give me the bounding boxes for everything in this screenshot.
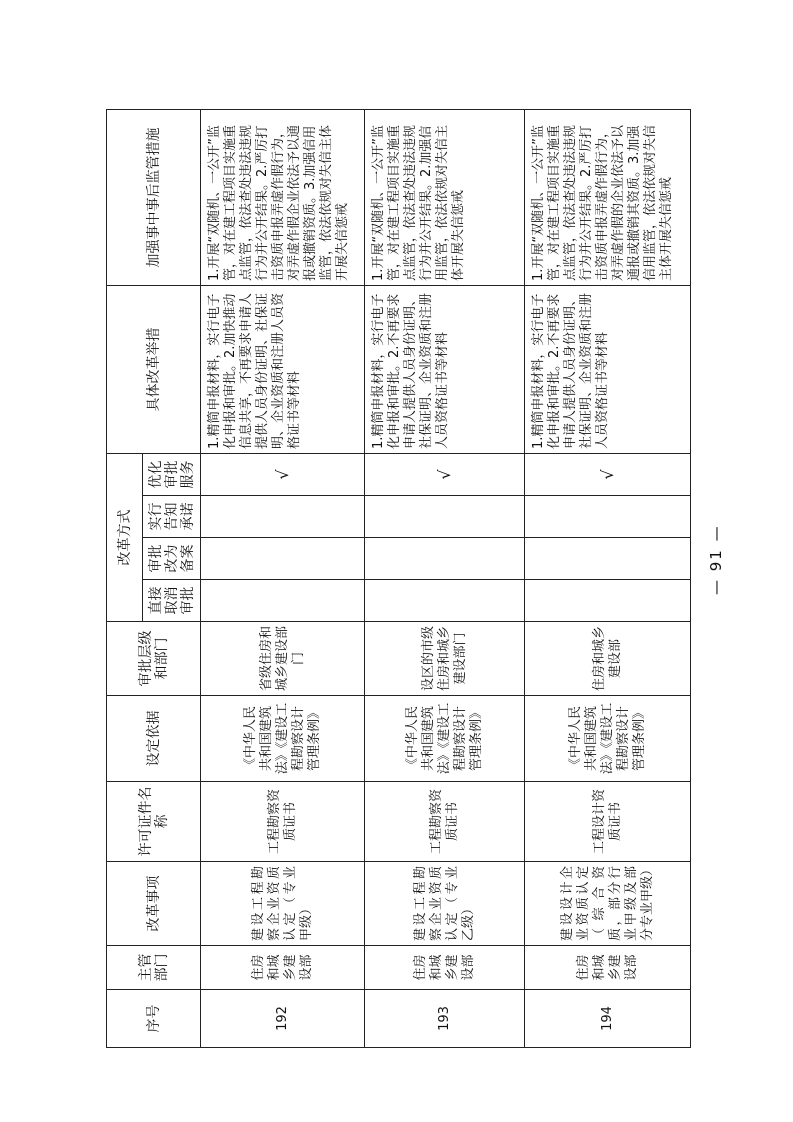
cell-mode-notify [201,496,365,538]
cell-license: 工程设计资质证书 [525,782,691,862]
cell-mode-cancel [525,580,691,622]
cell-seq: 193 [365,990,525,1048]
cell-item: 建设设计企业资质认定（综合资质，部分行业甲级及部分专业甲级） [525,862,691,946]
header-supervision: 加强事中事后监管措施 [107,110,201,286]
cell-measures: 1.精简申报材料，实行电子化申报和审批。2.不再要求申请人提供人员身份证明、社保证明、企业资质和注册人员资格证书等材料 [365,286,525,454]
cell-seq: 192 [201,990,365,1048]
cell-level: 设区的市级住房和城乡建设部门 [365,622,525,696]
check-mark: √ [201,454,365,496]
cell-dept: 住房和城乡建设部 [365,946,525,990]
header-reform-mode: 改革方式 [107,454,143,622]
header-measures: 具体改革举措 [107,286,201,454]
cell-mode-filing [525,538,691,580]
cell-measures: 1.精简申报材料，实行电子化申报和审批。2.加快推动信息共享，不再要求申请人提供人员身份证明、社保证明、企业资质和注册人员资格证书等材料 [201,286,365,454]
cell-mode-cancel [365,580,525,622]
cell-dept: 住房和城乡建设部 [201,946,365,990]
cell-measures: 1.精简申报材料，实行电子化申报和审批。2.不再要求申请人提供人员身份证明、社保证明、企业资质和注册人员资格证书等材料 [525,286,691,454]
header-basis: 设定依据 [107,696,201,782]
cell-mode-filing [365,538,525,580]
cell-item: 建设工程勘察企业资质认定（专业甲级） [201,862,365,946]
page-number: — 91 — [707,524,725,596]
cell-mode-cancel [201,580,365,622]
cell-level: 住房和城乡建设部 [525,622,691,696]
header-license: 许可证件名称 [107,782,201,862]
header-row-1 [107,110,143,1048]
cell-license: 工程勘察资质证书 [365,782,525,862]
reform-table [106,109,691,1048]
cell-supervision: 1.开展“双随机、一公开”监管，对在建工程项目实施重点监管，依法查处违法违规行为并公开结果。2.严厉打击资质申报弄虚作假行为，对弄虚作假的企业依法予以通报或撤销其资质。3.加强信用监管，依法依规对失信主体开展失信惩戒 [525,110,691,286]
check-mark: √ [365,454,525,496]
cell-seq: 194 [525,990,691,1048]
header-mode-filing: 审批改为备案 [143,538,201,580]
cell-mode-notify [525,496,691,538]
check-mark: √ [525,454,691,496]
cell-license: 工程勘察资质证书 [201,782,365,862]
cell-dept: 住房和城乡建设部 [525,946,691,990]
cell-basis: 《中华人民共和国建筑法》《建设工程勘察设计管理条例》 [365,696,525,782]
header-level: 审批层级和部门 [107,622,201,696]
cell-basis: 《中华人民共和国建筑法》《建设工程勘察设计管理条例》 [201,696,365,782]
rotated-table-page [106,110,690,1048]
cell-basis: 《中华人民共和国建筑法》《建设工程勘察设计管理条例》 [525,696,691,782]
cell-supervision: 1.开展“双随机、一公开”监管，对在建工程项目实施重点监管，依法查处违法违规行为并公开结果。2.严厉打击资质申报弄虚作假行为，对弄虚作假企业依法予以通报或撤销资质。3.加强信用监管，依法依规对失信主体开展失信惩戒 [201,110,365,286]
cell-mode-filing [201,538,365,580]
cell-supervision: 1.开展“双随机、一公开”监管，对在建工程项目实施重点监管，依法查处违法违规行为并公开结果。2.加强信用监管，依法依规对失信主体开展失信惩戒 [365,110,525,286]
cell-item: 建设工程勘察企业资质认定（专业乙级） [365,862,525,946]
table-row [365,110,525,1048]
header-mode-cancel: 直接取消审批 [143,580,201,622]
header-dept: 主管部门 [107,946,201,990]
table-row [525,110,691,1048]
cell-level: 省级住房和城乡建设部门 [201,622,365,696]
cell-mode-notify [365,496,525,538]
header-mode-optimize: 优化审批服务 [143,454,201,496]
header-seq: 序号 [107,990,201,1048]
header-item: 改革事项 [107,862,201,946]
table-row [201,110,365,1048]
header-mode-notify: 实行告知承诺 [143,496,201,538]
